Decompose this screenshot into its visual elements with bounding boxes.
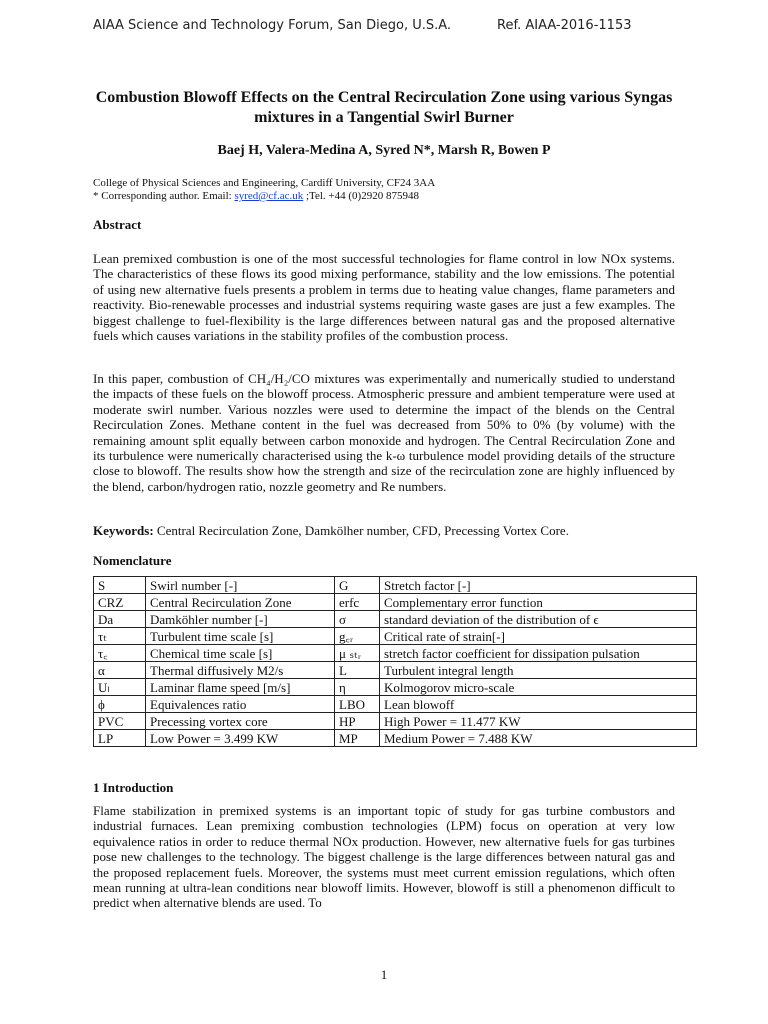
running-header-ref: Ref. AIAA-2016-1153 — [497, 18, 632, 33]
nomenclature-definition-cell: Laminar flame speed [m/s] — [146, 679, 335, 696]
corresponding-prefix: * Corresponding author. Email: — [93, 190, 235, 202]
corresponding-suffix: ;Tel. +44 (0)2920 875948 — [303, 190, 419, 202]
nomenclature-symbol-cell: σ — [335, 611, 380, 628]
nomenclature-heading: Nomenclature — [93, 553, 172, 568]
nomenclature-definition-cell: Damköhler number [-] — [146, 611, 335, 628]
keywords-label: Keywords: — [93, 523, 154, 538]
keywords-text: Central Recirculation Zone, Damkölher number, CFD, Precessing Vortex Core. — [153, 523, 569, 538]
nomenclature-definition-cell: Swirl number [-] — [146, 577, 335, 594]
nomenclature-symbol-cell: τ꜀ — [94, 645, 146, 662]
nomenclature-definition-cell: Critical rate of strain[-] — [380, 628, 697, 645]
nomenclature-symbol-cell: LP — [94, 730, 146, 747]
nomenclature-row — [94, 577, 697, 594]
introduction-paragraph-1: Flame stabilization in premixed systems is an important topic of study for gas turbine combustors and industrial furnaces. Lean premixing combustion technologies (LPM) focus on operation at very low equivalence ratios in order to reduce thermal NOx production. However, new alternative fuels for gas turbines pose new challenges to the technology. The biggest challenge is the large differences between natural gas and the proposed replacement fuels. Moreover, the systems must meet current emission regulations, which often mean running at ultra-lean conditions near blowoff limits. However, blowoff is still a phenomenon difficult to predict when alternative blends are used. To — [93, 803, 675, 911]
email-link[interactable]: syred@cf.ac.uk — [234, 190, 304, 202]
nomenclature-symbol-cell: g꜀ᵣ — [335, 628, 380, 645]
nomenclature-row — [94, 594, 697, 611]
nomenclature-row — [94, 730, 697, 747]
nomenclature-symbol-cell: PVC — [94, 713, 146, 730]
nomenclature-definition-cell: Medium Power = 7.488 KW — [380, 730, 697, 747]
nomenclature-symbol-cell: τₜ — [94, 628, 146, 645]
nomenclature-symbol-cell: Uₗ — [94, 679, 146, 696]
nomenclature-definition-cell: Thermal diffusively M2/s — [146, 662, 335, 679]
nomenclature-symbol-cell: CRZ — [94, 594, 146, 611]
nomenclature-row — [94, 645, 697, 662]
nomenclature-symbol-cell: μ ₛₜᵣ — [335, 645, 380, 662]
running-header-left: AIAA Science and Technology Forum, San Diego, U.S.A. — [93, 18, 452, 33]
nomenclature-definition-cell: Equivalences ratio — [146, 696, 335, 713]
nomenclature-row — [94, 628, 697, 645]
nomenclature-row — [94, 696, 697, 713]
nomenclature-table — [93, 576, 697, 747]
nomenclature-definition-cell: Stretch factor [-] — [380, 577, 697, 594]
nomenclature-symbol-cell: HP — [335, 713, 380, 730]
corresponding-author-line — [93, 190, 435, 203]
nomenclature-definition-cell: Turbulent time scale [s] — [146, 628, 335, 645]
nomenclature-definition-cell: Complementary error function — [380, 594, 697, 611]
nomenclature-symbol-cell: η — [335, 679, 380, 696]
nomenclature-definition-cell: Kolmogorov micro-scale — [380, 679, 697, 696]
nomenclature-symbol-cell: erfc — [335, 594, 380, 611]
nomenclature-definition-cell: stretch factor coefficient for dissipation pulsation — [380, 645, 697, 662]
nomenclature-row — [94, 662, 697, 679]
abstract-paragraph-2: In this paper, combustion of CH₄/H₂/CO mixtures was experimentally and numerically studied to understand the impacts of these fuels on the blowoff process. Atmospheric pressure and ambient temperature were used at moderate swirl number. Various nozzles were used to determine the impact of the blends on the Central Recirculation Zones. Methane content in the fuel was decreased from 50% to 0% (by volume) with the remaining amount split equally between carbon monoxide and hydrogen. The Central Recirculation Zone and its turbulence were numerically characterised using the k-ω turbulence model providing details of the structure close to blowoff. The results show how the strength and size of the recirculation zone are highly influenced by the blend, carbon/hydrogen ratio, nozzle geometry and Re numbers. — [93, 371, 675, 494]
nomenclature-symbol-cell: α — [94, 662, 146, 679]
nomenclature-symbol-cell: L — [335, 662, 380, 679]
abstract-heading: Abstract — [93, 217, 142, 232]
nomenclature-symbol-cell: LBO — [335, 696, 380, 713]
nomenclature-definition-cell: standard deviation of the distribution of ϵ — [380, 611, 697, 628]
page-number: 1 — [380, 967, 388, 982]
nomenclature-symbol-cell: Da — [94, 611, 146, 628]
nomenclature-definition-cell: Central Recirculation Zone — [146, 594, 335, 611]
nomenclature-symbol-cell: G — [335, 577, 380, 594]
nomenclature-symbol-cell: MP — [335, 730, 380, 747]
nomenclature-definition-cell: Turbulent integral length — [380, 662, 697, 679]
nomenclature-symbol-cell: ϕ — [94, 696, 146, 713]
introduction-heading: 1 Introduction — [93, 780, 174, 795]
keywords-line — [93, 523, 675, 539]
nomenclature-symbol-cell: S — [94, 577, 146, 594]
abstract-paragraph-1: Lean premixed combustion is one of the most successful technologies for flame control in low NOx systems. The characteristics of these flows its good mixing performance, stability and the low emissions. The potential of using new alternative fuels presents a problem in terms due to heating value changes, flame parameters and reactivity. Bio-renewable processes and industrial systems requiring waste gases are just a few examples. The biggest challenge to fuel-flexibility is the large differences between natural gas and the proposed alternative fuels which causes variations in the stability profiles of the combustion process. — [93, 251, 675, 344]
author-list: Baej H, Valera-Medina A, Syred N*, Marsh R, Bowen P — [217, 143, 551, 158]
nomenclature-definition-cell: Precessing vortex core — [146, 713, 335, 730]
nomenclature-definition-cell: Low Power = 3.499 KW — [146, 730, 335, 747]
affiliation-block — [93, 177, 435, 203]
nomenclature-definition-cell: Lean blowoff — [380, 696, 697, 713]
nomenclature-definition-cell: High Power = 11.477 KW — [380, 713, 697, 730]
nomenclature-row — [94, 611, 697, 628]
paper-title: Combustion Blowoff Effects on the Central Recirculation Zone using various Syngas mixtures in a Tangential Swirl Burner — [95, 89, 673, 126]
nomenclature-row — [94, 713, 697, 730]
affiliation-line: College of Physical Sciences and Engineering, Cardiff University, CF24 3AA — [93, 177, 436, 189]
nomenclature-table-body — [94, 577, 697, 747]
nomenclature-row — [94, 679, 697, 696]
nomenclature-definition-cell: Chemical time scale [s] — [146, 645, 335, 662]
